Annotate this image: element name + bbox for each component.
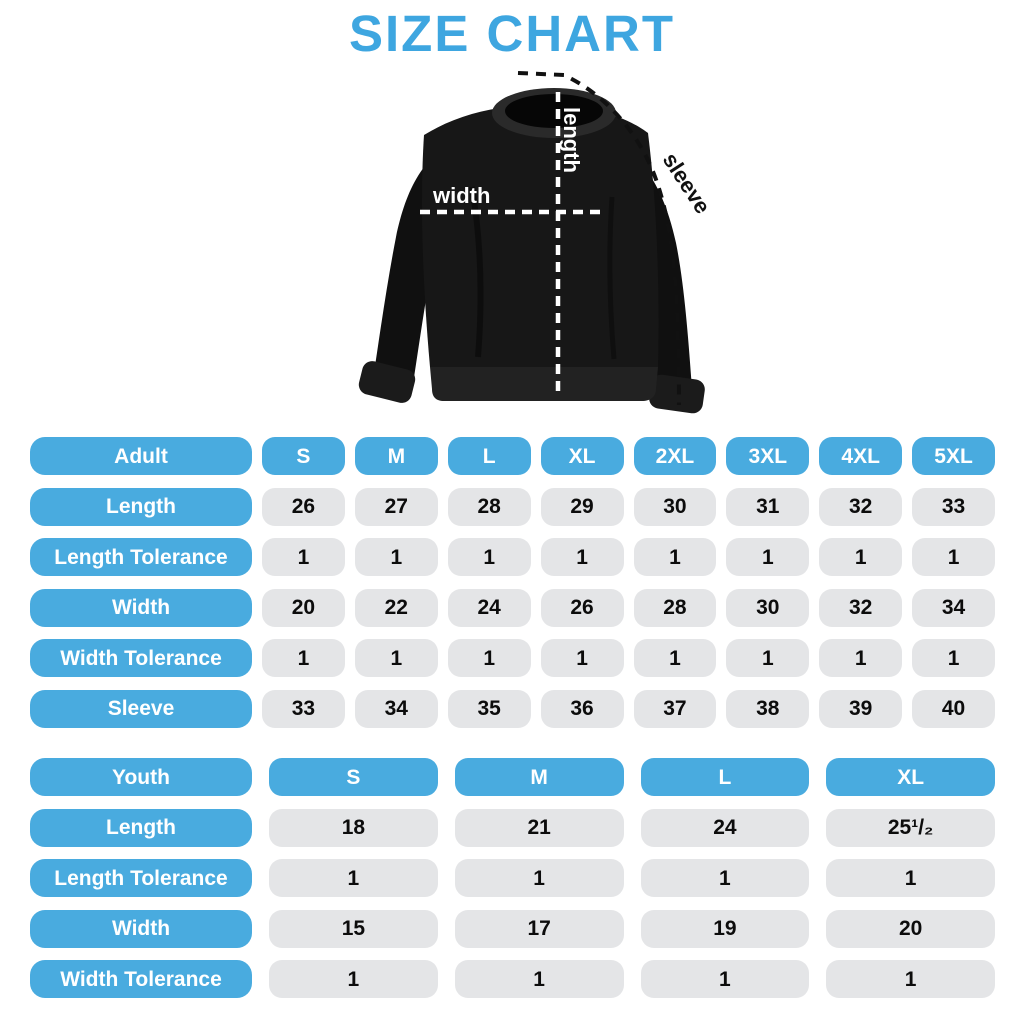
row-label-cell: Width Tolerance [30, 639, 252, 677]
value-cell: 20 [262, 589, 345, 627]
value-cell: 32 [819, 488, 902, 526]
value-cell: 1 [269, 859, 438, 897]
size-header-cell: 2XL [634, 437, 717, 475]
size-header-cell: 4XL [819, 437, 902, 475]
value-cell: 1 [819, 639, 902, 677]
size-header-cell: L [448, 437, 531, 475]
value-cell: 33 [912, 488, 995, 526]
shirt-collar-opening [505, 94, 603, 128]
value-cell: 26 [262, 488, 345, 526]
value-cell: 1 [819, 538, 902, 576]
value-cell: 1 [448, 538, 531, 576]
value-cell: 1 [448, 639, 531, 677]
value-cell: 28 [448, 488, 531, 526]
value-cell: 28 [634, 589, 717, 627]
row-label-cell: Length [30, 488, 252, 526]
value-cell: 1 [269, 960, 438, 998]
length-measure-label: length [559, 107, 584, 173]
value-cell: 1 [641, 960, 810, 998]
value-cell: 18 [269, 809, 438, 847]
value-cell: 1 [355, 538, 438, 576]
value-cell: 19 [641, 910, 810, 948]
value-cell: 38 [726, 690, 809, 728]
value-cell: 35 [448, 690, 531, 728]
value-cell: 17 [455, 910, 624, 948]
value-cell: 1 [455, 960, 624, 998]
value-cell: 31 [726, 488, 809, 526]
value-cell: 27 [355, 488, 438, 526]
page-title: SIZE CHART [349, 5, 675, 62]
size-header-cell: XL [541, 437, 624, 475]
row-label-cell: Width Tolerance [30, 960, 252, 998]
shirt-body [422, 105, 659, 367]
value-cell: 1 [826, 960, 995, 998]
size-header-cell: M [355, 437, 438, 475]
value-cell: 37 [634, 690, 717, 728]
size-header-cell: XL [826, 758, 995, 796]
value-cell: 24 [448, 589, 531, 627]
value-cell: 22 [355, 589, 438, 627]
sweatshirt-illustration [332, 66, 742, 430]
value-cell: 1 [826, 859, 995, 897]
adult-size-table [30, 437, 995, 728]
value-cell: 20 [826, 910, 995, 948]
value-cell: 34 [912, 589, 995, 627]
table-header-cell: Adult [30, 437, 252, 475]
value-cell: 1 [541, 639, 624, 677]
value-cell: 34 [355, 690, 438, 728]
shirt-hem-band [430, 367, 658, 401]
value-cell: 29 [541, 488, 624, 526]
value-cell: 33 [262, 690, 345, 728]
value-cell: 1 [455, 859, 624, 897]
width-measure-label: width [433, 183, 491, 208]
row-label-cell: Width [30, 589, 252, 627]
value-cell: 32 [819, 589, 902, 627]
size-header-cell: S [269, 758, 438, 796]
value-cell: 36 [541, 690, 624, 728]
size-header-cell: 3XL [726, 437, 809, 475]
row-label-cell: Length [30, 809, 252, 847]
size-header-cell: 5XL [912, 437, 995, 475]
value-cell: 30 [726, 589, 809, 627]
size-header-cell: S [262, 437, 345, 475]
value-cell: 1 [912, 639, 995, 677]
value-cell: 30 [634, 488, 717, 526]
row-label-cell: Length Tolerance [30, 859, 252, 897]
sleeve-measure-label: sleeve [657, 148, 716, 219]
row-label-cell: Sleeve [30, 690, 252, 728]
value-cell: 40 [912, 690, 995, 728]
value-cell: 1 [634, 538, 717, 576]
size-header-cell: M [455, 758, 624, 796]
sweatshirt-measurement-diagram [332, 66, 742, 430]
value-cell: 1 [262, 639, 345, 677]
value-cell: 15 [269, 910, 438, 948]
value-cell: 39 [819, 690, 902, 728]
row-label-cell: Length Tolerance [30, 538, 252, 576]
value-cell: 25¹/₂ [826, 809, 995, 847]
value-cell: 1 [912, 538, 995, 576]
value-cell: 1 [262, 538, 345, 576]
value-cell: 26 [541, 589, 624, 627]
value-cell: 21 [455, 809, 624, 847]
value-cell: 1 [641, 859, 810, 897]
value-cell: 1 [634, 639, 717, 677]
value-cell: 24 [641, 809, 810, 847]
table-header-cell: Youth [30, 758, 252, 796]
youth-size-table [30, 758, 995, 998]
row-label-cell: Width [30, 910, 252, 948]
size-header-cell: L [641, 758, 810, 796]
value-cell: 1 [541, 538, 624, 576]
value-cell: 1 [355, 639, 438, 677]
value-cell: 1 [726, 639, 809, 677]
value-cell: 1 [726, 538, 809, 576]
